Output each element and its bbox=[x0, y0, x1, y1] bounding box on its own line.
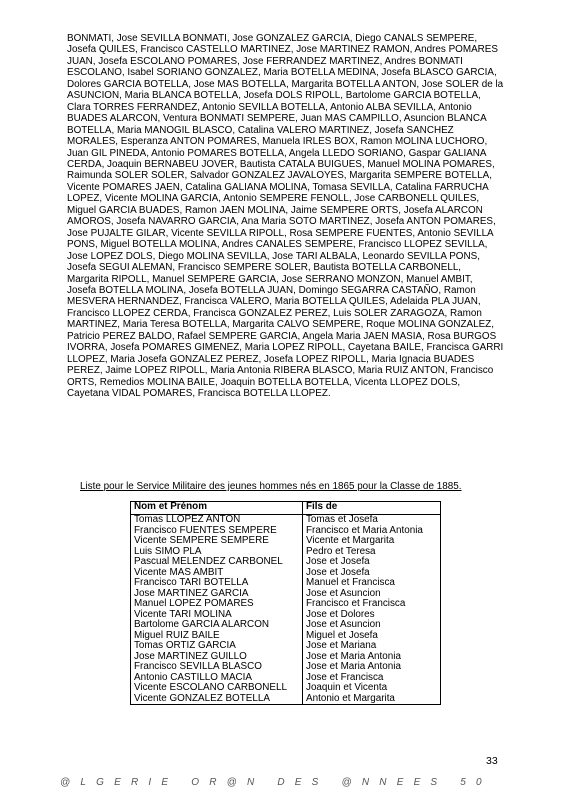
cell-name: Vicente TARI MOLINA bbox=[131, 610, 303, 621]
cell-name: Vicente GONZALEZ BOTELLA bbox=[131, 694, 303, 705]
cell-parents: Pedro et Teresa bbox=[306, 545, 376, 557]
cell-name: Vicente SEMPERE SEMPERE bbox=[131, 536, 303, 547]
cell-parents: Antonio et Margarita bbox=[303, 694, 441, 705]
cell-parents: Jose et Josefa bbox=[306, 566, 370, 578]
cell-name: Miguel RUIZ BAILE bbox=[131, 631, 303, 642]
cell-name: Luis SIMO PLA bbox=[131, 547, 303, 558]
table-row bbox=[131, 620, 441, 631]
cell-parents: Jose et Francisca bbox=[306, 671, 384, 683]
section-title: Liste pour le Service Militaire des jeunes hommes nés en 1865 pour la Classe de 1885. bbox=[80, 481, 462, 492]
cell-parents: Jose et Asuncion bbox=[306, 619, 381, 630]
table-row bbox=[131, 599, 441, 610]
table-row bbox=[131, 557, 441, 568]
cell-name: Francisco SEVILLA BLASCO bbox=[131, 662, 303, 673]
cell-parents: Jose et Asuncion bbox=[306, 587, 381, 599]
cell-parents: Manuel et Francisca bbox=[306, 577, 395, 588]
page-number: 33 bbox=[486, 755, 498, 767]
table-header-row bbox=[131, 502, 441, 515]
cell-name: Jose MARTINEZ GARCIA bbox=[131, 589, 303, 600]
cell-parents: Miguel et Josefa bbox=[306, 629, 378, 641]
cell-name: Vicente MAS AMBIT bbox=[131, 568, 303, 579]
cell-name: Francisco FUENTES SEMPERE bbox=[131, 526, 303, 537]
footer-watermark: @LGERIE OR@N DES @NNEES 50 bbox=[60, 777, 492, 788]
cell-name: Pascual MELENDEZ CARBONEL bbox=[131, 557, 303, 568]
cell-parents: Jose et Dolores bbox=[306, 608, 375, 620]
cell-parents: Joaquin et Vicenta bbox=[306, 682, 388, 693]
cell-parents: Jose et Maria Antonia bbox=[306, 650, 401, 662]
cell-parents: Jose et Mariana bbox=[306, 640, 377, 651]
cell-name: Francisco TARI BOTELLA bbox=[131, 578, 303, 589]
table-row bbox=[131, 536, 441, 547]
cell-name: Tomas LLOPEZ ANTON bbox=[131, 515, 303, 526]
table-row bbox=[131, 662, 441, 673]
cell-name: Bartolome GARCIA ALARCON bbox=[131, 620, 303, 631]
cell-parents: Francisco et Maria Antonia bbox=[306, 524, 423, 536]
names-paragraph: BONMATI, Jose SEVILLA BONMATI, Jose GONZALEZ GARCIA, Diego CANALS SEMPERE, Josefa QUILES, Francisco CASTELLO MARTINEZ, Jose MARTINEZ RAMON, Andres POMARES JUAN, Josefa ESCOLANO POMARES, Jose FERRANDEZ MARTINEZ, Andres BONMATI ESCOLANO, Isabel SORIANO GONZALEZ, Maria BOTELLA MEDINA, Josefa BLASCO GARCIA, Dolores GARCIA BOTELLA, Jose MAS BOTELLA, Margarita BOTELLA ANTON, Jose SOLER de la ASUNCION, Maria BLANCA BOTELLA, Josefa DOLS RIPOLL, Bartolome GARCIA BOTELLA, Clara TORRES FERRANDEZ, Antonio SEVILLA BOTELLA, Antonio ALBA SEVILLA, Antonio BUADES ALARCON, Ventura BONMATI SEMPERE, Juan MAS CAMPILLO, Asuncion BLANCA BOTELLA, Maria MANOGIL BLASCO, Catalina VALERO MARTINEZ, Josefa SANCHEZ MORALES, Esperanza ANTON POMARES, Manuela IRLES BOX, Ramon MOLINA LUCHORO, Juan GIL PINEDA, Antonio POMARES BOTELLA, Angela LLEDO SORIANO, Gaspar GALIANA CERDA, Joaquin BERNABEU JOVER, Bautista CATALA BUIGUES, Manuel MOLINA POMARES, Raimunda SOLER SOLER, Salvador GONZALEZ JAVALOYES, Margarita SEMPERE BOTELLA, Vicente POMARES JAEN, Catalina GALIANA MOLINA, Tomasa SEVILLA, Catalina FARRUCHA LOPEZ, Vicente MOLINA GARCIA, Antonio SEMPERE FENOLL, Jose CARBONELL QUILES, Miguel GARCIA BUADES, Ramon JAEN MOLINA, Jaime SEMPERE ORTS, Josefa ALARCON AMOROS, Josefa NAVARRO GARCIA, Ana Maria SOTO MARTINEZ, Josefa ANTON POMARES, Jose PUJALTE GILAR, Vicente SEVILLA RIPOLL, Rosa SEMPERE FUENTES, Antonio SEVILLA PONS, Miguel BOTELLA MOLINA, Andres CANALES SEMPERE, Francisco LLOPEZ SEVILLA, Jose LOPEZ DOLS, Diego MOLINA SEVILLA, Jose TARI ALBALA, Leonardo SEVILLA PONS, Josefa SEGUI ALEMAN, Francisco SEMPERE SOLER, Bautista BOTELLA CARBONELL, Margarita RIPOLL, Manuel SEMPERE GARCIA, Jose SERRANO MONZON, Manuel AMBIT, Josefa BOTELLA MOLINA, Josefa BOTELLA JUAN, Domingo SEGARRA CASTAÑO, Ramon MESVERA HERNANDEZ, Francisca VALERO, Maria BOTELLA QUILES, Adelaida PLA JUAN, Francisco LLOPEZ CERDA, Francisca GONZALEZ PEREZ, Luis SOLER ZARAGOZA, Ramon MARTINEZ, Maria Teresa BOTELLA, Margarita CALVO SEMPERE, Roque MOLINA GONZALEZ, Patricio PEREZ BALDO, Rafael SEMPERE GARCIA, Angela Maria JAEN MASIA, Rosa BURGOS IVORRA, Josefa POMARES GIMENEZ, Maria LOPEZ RIPOLL, Cayetana BAILE, Francisca GARRI LLOPEZ, Maria Josefa GONZALEZ PEREZ, Josefa LOPEZ RIPOLL, Maria Ignacia BUADES PEREZ, Jaime LOPEZ RIPOLL, Maria Antonia RIBERA BLASCO, Maria RUIZ ANTON, Francisco ORTS, Remedios MOLINA BAILE, Joaquin BOTELLA BOTELLA, Vicenta LLOPEZ DOLS, Cayetana VIDAL POMARES, Francisca BOTELLA LLOPEZ. bbox=[67, 33, 504, 400]
table-row bbox=[131, 694, 441, 705]
cell-parents: Jose et Josefa bbox=[306, 556, 370, 567]
cell-name: Vicente ESCOLANO CARBONELL bbox=[131, 683, 303, 694]
cell-name: Antonio CASTILLO MACIA bbox=[131, 673, 303, 684]
cell-name: Tomas ORTIZ GARCIA bbox=[131, 641, 303, 652]
table-row bbox=[131, 515, 441, 526]
column-header-parents: Fils de bbox=[303, 502, 441, 515]
cell-name: Jose MARTINEZ GUILLO bbox=[131, 652, 303, 663]
conscription-table bbox=[130, 501, 441, 705]
cell-parents: Vicente et Margarita bbox=[306, 535, 395, 546]
table-row bbox=[131, 641, 441, 652]
cell-parents: Tomas et Josefa bbox=[306, 514, 378, 525]
cell-name: Manuel LOPEZ POMARES bbox=[131, 599, 303, 610]
table-row bbox=[131, 578, 441, 589]
table-row bbox=[131, 683, 441, 694]
cell-parents: Francisco et Francisca bbox=[306, 598, 406, 609]
column-header-name: Nom et Prénom bbox=[131, 502, 303, 515]
cell-parents: Jose et Maria Antonia bbox=[306, 661, 401, 672]
